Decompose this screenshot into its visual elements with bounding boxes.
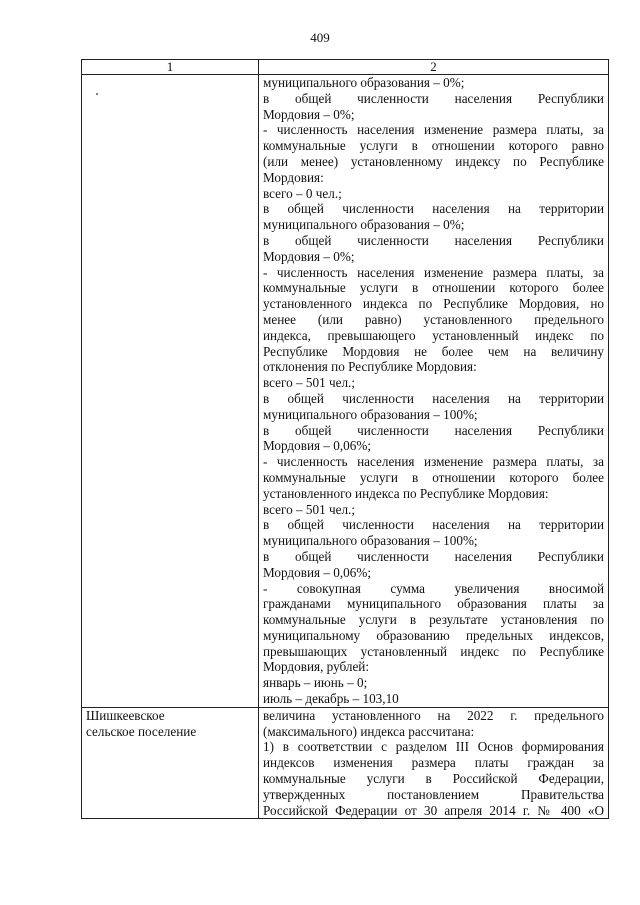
text-line: в общей численности населения Республики — [263, 548, 604, 564]
text-line: Мордовия – 0,06%; — [263, 564, 371, 580]
text-line: в общей численности населения на территории — [263, 201, 604, 217]
text-line: муниципального образования – 100%; — [263, 533, 478, 549]
text-line: - численность населения изменение размера платы, за — [263, 454, 604, 470]
text-line: коммунальные услуги в отношении которого равно — [263, 138, 604, 154]
text-line: - численность населения изменение размера платы, за — [263, 264, 604, 280]
text-line: Республике Мордовия не более чем на величину — [263, 343, 604, 359]
text-line: всего – 0 чел.; — [263, 185, 342, 201]
text-line: менее (или равно) установленного предельного — [263, 311, 604, 327]
text-line: Мордовия – 0,06%; — [263, 438, 371, 454]
text-line: Мордовия – 0%; — [263, 106, 355, 122]
text-line: коммунальные услуги в отношении которого более — [263, 280, 604, 296]
text-line: в общей численности населения Республики — [263, 90, 604, 106]
table-cell-municipality — [82, 707, 259, 819]
text-line: (максимального) индекса рассчитана: — [263, 723, 475, 739]
text-line: муниципальному образованию предельных индексов, — [263, 627, 604, 643]
text-line: превышающих установленный индекс по Республике — [263, 643, 604, 659]
document-table — [81, 59, 609, 819]
text-line: муниципального образования – 0%; — [263, 217, 465, 233]
text-line: - совокупная сумма увеличения вносимой — [263, 580, 604, 596]
text-line: в общей численности населения на территории — [263, 390, 604, 406]
page-number: 409 — [310, 30, 330, 45]
text-line: муниципального образования – 0%; — [263, 75, 465, 90]
text-line: величина установленного на 2022 г. предельного — [263, 707, 604, 723]
municipality-name-line: Шишкеевское — [86, 707, 165, 723]
text-line: индексов изменения размера платы граждан за — [263, 755, 604, 771]
text-line: январь – июнь – 0; — [263, 675, 368, 691]
text-line: всего – 501 чел.; — [263, 501, 355, 517]
table-row — [82, 75, 609, 708]
column-header-2: 2 — [259, 60, 609, 75]
text-line: гражданами муниципального образования платы за — [263, 596, 604, 612]
text-line: установленного индекса по Республике Мордовия: — [263, 485, 549, 501]
text-line: Мордовия, рублей: — [263, 659, 370, 675]
text-line: коммунальные услуги в Российской Федерации, — [263, 771, 604, 787]
text-line: утвержденных постановлением Правительства — [263, 786, 604, 802]
text-line: в общей численности населения Республики — [263, 422, 604, 438]
text-line: индекса, превышающего установленный индекс по — [263, 327, 604, 343]
text-line: (или менее) установленному индексу по Республике — [263, 153, 604, 169]
text-line: Российской Федерации от 30 апреля 2014 г. № 400 «О — [263, 802, 604, 818]
text-line: установленного индекса по Республике Мордовия, но — [263, 296, 604, 312]
text-line: коммунальные услуги в отношении которого более — [263, 469, 604, 485]
text-line: в общей численности населения Республики — [263, 232, 604, 248]
text-line: муниципального образования – 100%; — [263, 406, 478, 422]
municipality-name-line: сельское поселение — [86, 723, 197, 739]
column-header-1: 1 — [82, 60, 259, 75]
text-line: июль – декабрь – 103,10 — [263, 691, 399, 707]
text-line: 1) в соответствии с разделом III Основ формирования — [263, 739, 604, 755]
table-cell-description — [259, 707, 609, 819]
table-header-row — [82, 60, 609, 75]
text-line: - численность населения изменение размера платы, за — [263, 122, 604, 138]
scan-speck — [96, 93, 98, 95]
text-line: Мордовия – 0%; — [263, 248, 355, 264]
table-row — [82, 707, 609, 819]
table-cell-municipality — [82, 75, 259, 708]
text-line: всего – 501 чел.; — [263, 375, 355, 391]
text-line: в общей численности населения на территории — [263, 517, 604, 533]
text-line: Мордовия: — [263, 169, 324, 185]
text-line: коммунальные услуги в результате установления по — [263, 612, 604, 628]
table-cell-description — [259, 75, 609, 708]
text-line: отклонения по Республике Мордовия: — [263, 359, 477, 375]
